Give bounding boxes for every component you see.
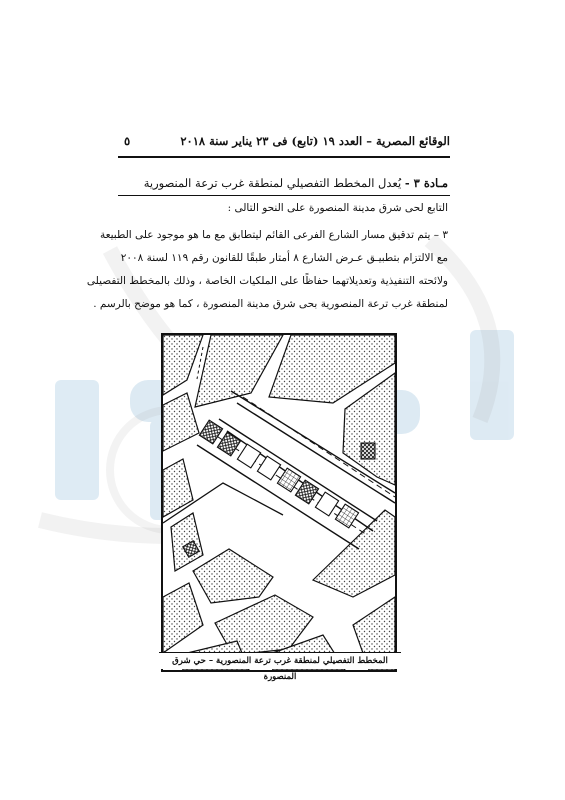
article-heading-text: يُعدل المخطط التفصيلي لمنطقة غرب ترعة المنصورية	[143, 176, 402, 190]
detailed-plan-map	[161, 333, 397, 672]
article-heading-underline	[118, 195, 450, 196]
page-number: ٥	[124, 134, 131, 148]
article-line-6: لمنطقة غرب ترعة المنصورية بحى شرق مدينة المنصورة ، كما هو موضح بالرسم .	[93, 298, 448, 310]
article-line-2: التابع لحى شرق مدينة المنصورة على النحو التالى :	[227, 202, 448, 214]
article-line-3: ٣ – يتم تدقيق مسار الشارع الفرعى القائم ليتطابق مع ما هو موجود على الطبيعة	[99, 229, 448, 241]
article-line-5: ولائحته التنفيذية وتعديلاتهما حفاظًا على الملكيات الخاصة ، وذلك بالمخطط التفصيلى	[86, 275, 448, 287]
article-line-4: مع الالتزام بتطبيـق عـرض الشارع ٨ أمتار طبقًا للقانون رقم ١١٩ لسنة ٢٠٠٨	[120, 252, 448, 264]
article-heading	[144, 176, 448, 190]
map-drawing	[163, 335, 395, 670]
map-caption: المخطط التفصيلي لمنطقة غرب ترعة المنصورية – حي شرق المنصورة	[159, 652, 401, 669]
header-rule	[118, 156, 450, 158]
header-title: الوقائع المصرية – العدد ١٩ (تابع) فى ٢٣ يناير سنة ٢٠١٨	[180, 134, 450, 148]
article-label: مـادة ٣ -	[404, 176, 448, 190]
page-header	[118, 134, 450, 154]
